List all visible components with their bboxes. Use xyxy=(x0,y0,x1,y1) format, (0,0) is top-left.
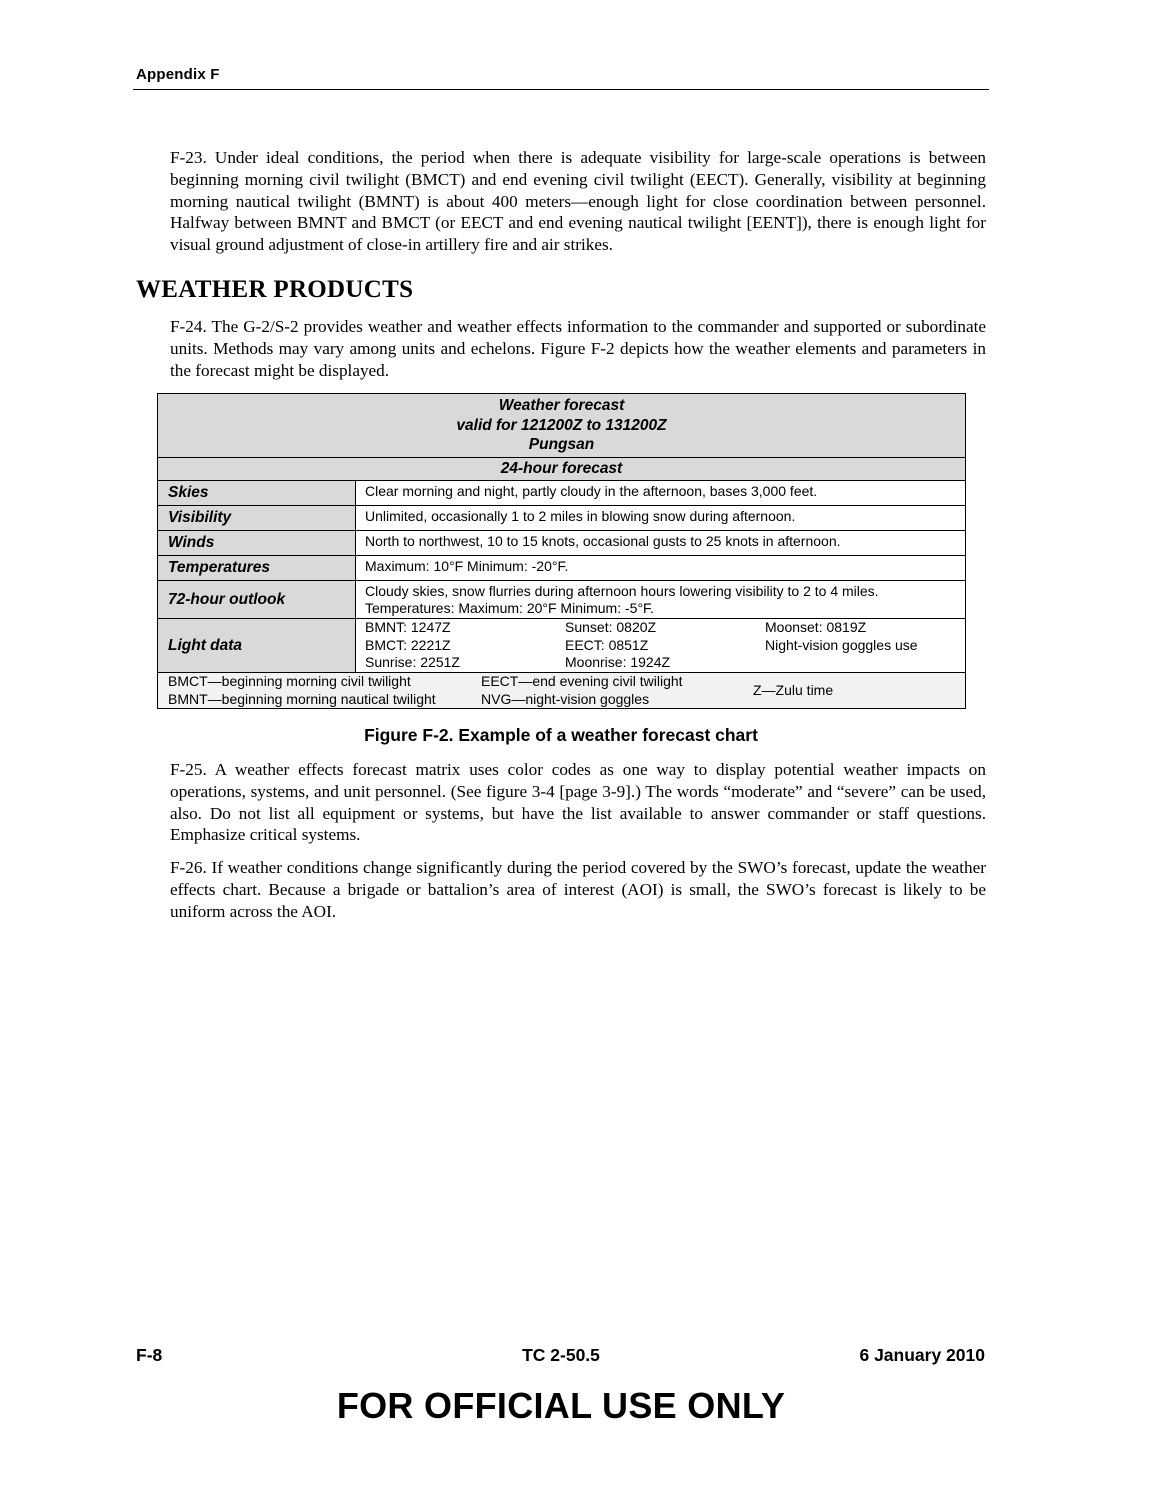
light-data-col1 xyxy=(365,619,565,672)
row-label-72-hour-outlook: 72-hour outlook xyxy=(158,581,356,619)
light-nvg-use: Night-vision goggles use xyxy=(765,636,918,653)
forecast-legend xyxy=(158,673,966,709)
figure-caption: Figure F-2. Example of a weather forecast chart xyxy=(364,725,758,745)
forecast-subtitle: 24-hour forecast xyxy=(158,458,966,481)
forecast-title-line3: Pungsan xyxy=(528,436,595,454)
paragraph-f25: F-25. A weather effects forecast matrix uses color codes as one way to display potential weather impacts on operations, systems, and unit personnel. (See figure 3-4 [page 3-9].) The words “moderate” and “severe” can be used, also. Do not list all equipment or systems, but have the list available to answer commander or staff questions. Emphasize critical systems. xyxy=(170,760,986,845)
row-value-visibility: Unlimited, occasionally 1 to 2 miles in blowing snow during afternoon. xyxy=(356,506,966,531)
outlook-line1: Cloudy skies, snow flurries during afternoon hours lowering visibility to 2 to 4 miles. xyxy=(365,583,879,599)
row-label-skies: Skies xyxy=(158,481,356,506)
row-label-visibility: Visibility xyxy=(158,506,356,531)
legend-bmnt: BMNT—beginning morning nautical twilight xyxy=(168,690,436,707)
row-label-light-data: Light data xyxy=(158,619,356,673)
security-marking: FOR OFFICIAL USE ONLY xyxy=(336,1385,786,1426)
light-sunrise: Sunrise: 2251Z xyxy=(365,654,460,670)
light-sunset: Sunset: 0820Z xyxy=(565,619,657,635)
row-value-skies: Clear morning and night, partly cloudy in the afternoon, bases 3,000 feet. xyxy=(356,481,966,506)
light-moonrise: Moonrise: 1924Z xyxy=(565,654,671,670)
row-value-temperatures: Maximum: 10°F Minimum: -20°F. xyxy=(356,556,966,581)
paragraph-f24: F-24. The G-2/S-2 provides weather and weather effects information to the commander and supported or subordinate units. Methods may vary among units and echelons. Figure F-2 depicts how the weather elements and parameters in the forecast might be displayed. xyxy=(170,317,986,380)
legend-eect: EECT—end evening civil twilight xyxy=(481,673,683,689)
row-value-light-data xyxy=(356,619,966,673)
light-bmnt: BMNT: 1247Z xyxy=(365,619,451,635)
paragraph-f23: F-23. Under ideal conditions, the period when there is adequate visibility for large-scale operations is between beginning morning civil twilight (BMCT) and end evening civil twilight (EECT). Generally, visibility at beginning morning nautical twilight (BMNT) is about 400 meters—enough light for close coordination between personnel. Halfway between BMNT and BMCT (or EECT and end evening nautical twilight [EENT]), there is enough light for visual ground adjustment of close-in artillery fire and air strikes. xyxy=(170,148,986,255)
footer-date: 6 January 2010 xyxy=(859,1345,985,1365)
forecast-title-line2: valid for 121200Z to 131200Z xyxy=(456,416,667,434)
light-data-col2 xyxy=(565,619,765,672)
light-data-col3 xyxy=(765,619,965,672)
outlook-line2: Temperatures: Maximum: 20°F Minimum: -5°F. xyxy=(365,600,654,616)
light-moonset: Moonset: 0819Z xyxy=(765,619,867,635)
footer-page-number: F-8 xyxy=(136,1345,163,1365)
legend-col1 xyxy=(168,673,481,708)
legend-zulu: Z—Zulu time xyxy=(753,681,834,698)
row-label-temperatures: Temperatures xyxy=(158,556,356,581)
weather-forecast-table xyxy=(157,393,966,709)
footer-document-id: TC 2-50.5 xyxy=(522,1345,600,1365)
paragraph-f26: F-26. If weather conditions change significantly during the period covered by the SWO’s forecast, update the weather effects chart. Because a brigade or battalion’s area of interest (AOI) is small, the SWO’s forecast is likely to be uniform across the AOI. xyxy=(170,858,986,921)
legend-bmct: BMCT—beginning morning civil twilight xyxy=(168,673,411,689)
section-heading: WEATHER PRODUCTS xyxy=(136,276,414,303)
row-label-winds: Winds xyxy=(158,531,356,556)
header-rule xyxy=(133,89,989,90)
running-header: Appendix F xyxy=(136,66,220,83)
legend-nvg: NVG—night-vision goggles xyxy=(481,690,650,707)
row-value-72-hour-outlook xyxy=(356,581,966,619)
forecast-title xyxy=(158,394,966,458)
light-bmct: BMCT: 2221Z xyxy=(365,636,451,653)
legend-col2 xyxy=(481,673,753,708)
forecast-title-line1: Weather forecast xyxy=(498,397,625,415)
row-value-winds: North to northwest, 10 to 15 knots, occasional gusts to 25 knots in afternoon. xyxy=(356,531,966,556)
light-eect: EECT: 0851Z xyxy=(565,636,649,653)
